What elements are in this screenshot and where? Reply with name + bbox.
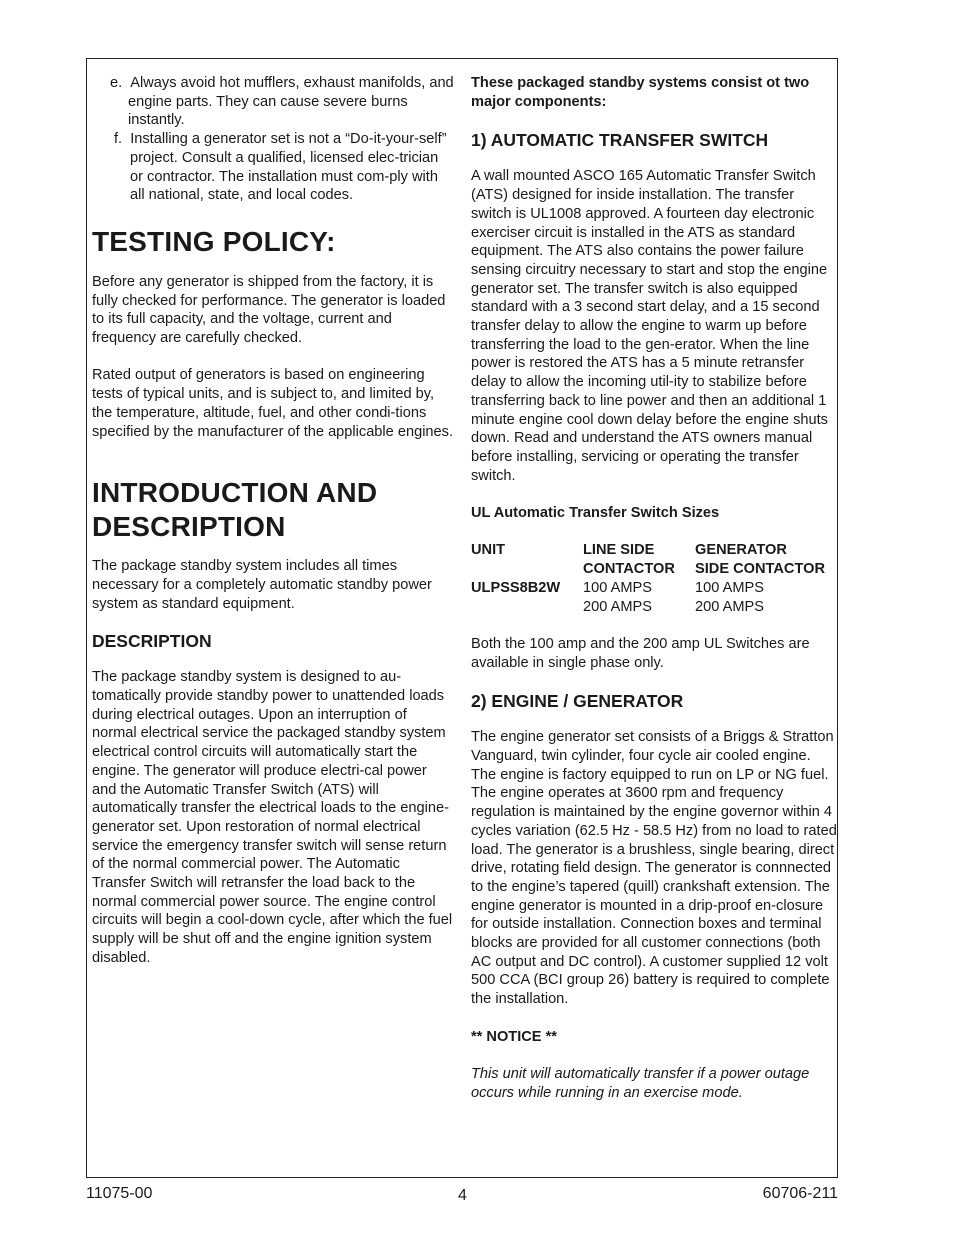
footer-part-number: 60706-211 bbox=[762, 1185, 838, 1202]
header-generator-side-line-1: GENERATOR bbox=[695, 542, 787, 559]
testing-policy-paragraph-2: Rated output of generators is based on engineering tests of typical units, and is subject to, and limited by, the temperature, altitude, fuel, and other condi-tions specified by the manufacturer of the applicable engines. bbox=[92, 367, 454, 440]
list-marker-e: e. bbox=[110, 75, 123, 91]
list-text-f: Installing a generator set is not a “Do-it-your-self” project. Consult a qualified, licensed elec-trician or contractor. The installation must com-ply with all national, state, and local codes. bbox=[130, 131, 447, 204]
header-generator-side-line-2: SIDE CONTACTOR bbox=[695, 561, 825, 578]
introduction-paragraph: The package standby system includes all times necessary for a completely automatic standby power system as standard equipment. bbox=[92, 558, 432, 612]
header-unit-text: UNIT bbox=[471, 542, 506, 559]
header-line-side-line-2: CONTACTOR bbox=[583, 561, 675, 578]
ats-paragraph: A wall mounted ASCO 165 Automatic Transfer Switch (ATS) designed for inside installation. The transfer switch is UL1008 approved. A fourteen day electronic exerciser circuit is installed in the ATS as standard equipment. The ATS also contains the power failure sensing circuitry necessary to start and stop the engine generator set. The transfer switch is also equipped standard with a 3 second start delay, and a 15 second transfer delay to allow the engine to warm up before transferring the load to the gen-erator. When the line power is restored the ATS has a 5 minute retransfer delay to allow the incoming util-ity to stabilize before transferring back to line power and then an additional 1 minute engine cool down delay before the engine shuts down. Read and understand the ATS owners manual before installing, servicing or operating the transfer switch. bbox=[471, 168, 828, 484]
table-row bbox=[471, 598, 825, 617]
footer-page-number: 4 bbox=[458, 1187, 467, 1204]
components-intro: These packaged standby systems consist ot two major components: bbox=[471, 75, 810, 110]
table-header-row bbox=[471, 541, 825, 578]
notice-label: ** NOTICE ** bbox=[471, 1028, 557, 1045]
page-frame bbox=[86, 58, 838, 1178]
table-cell-generator-side: 200 AMPS bbox=[695, 598, 764, 615]
introduction-heading bbox=[92, 476, 454, 544]
table-cell-unit bbox=[471, 598, 583, 617]
introduction-heading-line-1: INTRODUCTION AND bbox=[92, 477, 378, 509]
table-cell-unit: ULPSS8B2W bbox=[471, 579, 561, 596]
testing-policy-paragraph-1: Before any generator is shipped from the factory, it is fully checked for performance. The generator is loaded to its full capacity, and the voltage, current and frequency are carefully checked. bbox=[92, 273, 446, 347]
ats-heading: 1) AUTOMATIC TRANSFER SWITCH bbox=[471, 130, 769, 151]
left-column bbox=[92, 74, 454, 968]
right-column bbox=[471, 74, 837, 1102]
description-heading: DESCRIPTION bbox=[92, 631, 212, 652]
engine-generator-paragraph: The engine generator set consists of a Briggs & Stratton Vanguard, twin cylinder, four cycle air cooled engine. The engine is factory equipped to run on LP or NG fuel. The engine operates at 3600 rpm and frequency regulation is maintained by the engine governor within 4 cycles variation (62.5 Hz - 58.5 Hz) from no load to rated load. The generator is a brushless, single bearing, direct drive, rotating field design. The generator is connnected to the engine’s tapered (quill) crankshaft extension. The engine generator is mounted in a drip-proof en-closure for outside installation. Connection boxes and terminal blocks are provided for all customer connections (both AC output and DC control). A customer supplied 12 volt 500 CCA (BCI group 26) battery is required to complete the installation. bbox=[471, 729, 837, 1008]
description-paragraph: The package standby system is designed to au-tomatically provide standby power to unattended loads during electrical outages. Upon an interruption of normal electrical service the packaged standby system electrical control circuits will automatically start the engine. The generator will produce electri-cal power and the Automatic Transfer Switch (ATS) will automatically transfer the electrical loads to the engine-generator set. Upon restoration of normal electrical service the emergency transfer switch will sense return of the normal commercial power. The Automatic Transfer Switch will retransfer the load back to the normal commercial power source. The engine control circuits will begin a cool-down cycle, after which the fuel supply will be shut off and the engine ignition system disabled. bbox=[92, 669, 453, 966]
header-unit bbox=[471, 541, 583, 578]
safety-list-item-f bbox=[92, 130, 454, 205]
introduction-heading-line-2: DESCRIPTION bbox=[92, 511, 286, 543]
table-cell-generator-side: 100 AMPS bbox=[695, 579, 764, 596]
header-generator-side bbox=[695, 541, 825, 578]
engine-generator-heading: 2) ENGINE / GENERATOR bbox=[471, 691, 684, 712]
testing-policy-heading: TESTING POLICY: bbox=[92, 225, 336, 257]
ul-sizes-table bbox=[471, 541, 825, 616]
ul-availability-note: Both the 100 amp and the 200 amp UL Switches are available in single phase only. bbox=[471, 635, 810, 671]
ul-table-title: UL Automatic Transfer Switch Sizes bbox=[471, 505, 720, 522]
table-cell-line-side: 200 AMPS bbox=[583, 598, 652, 615]
notice-text: This unit will automatically transfer if a power outage occurs while running in an exercise mode. bbox=[471, 1065, 810, 1101]
header-line-side bbox=[583, 541, 695, 578]
header-line-side-line-1: LINE SIDE bbox=[583, 542, 655, 559]
table-row bbox=[471, 579, 825, 598]
list-text-e: Always avoid hot mufflers, exhaust manifolds, and engine parts. They can cause severe burns instantly. bbox=[128, 75, 454, 129]
footer-document-number: 11075-00 bbox=[86, 1185, 153, 1202]
list-marker-f: f. bbox=[114, 131, 123, 148]
safety-list-item-e bbox=[92, 74, 454, 130]
table-cell-line-side: 100 AMPS bbox=[583, 579, 652, 596]
